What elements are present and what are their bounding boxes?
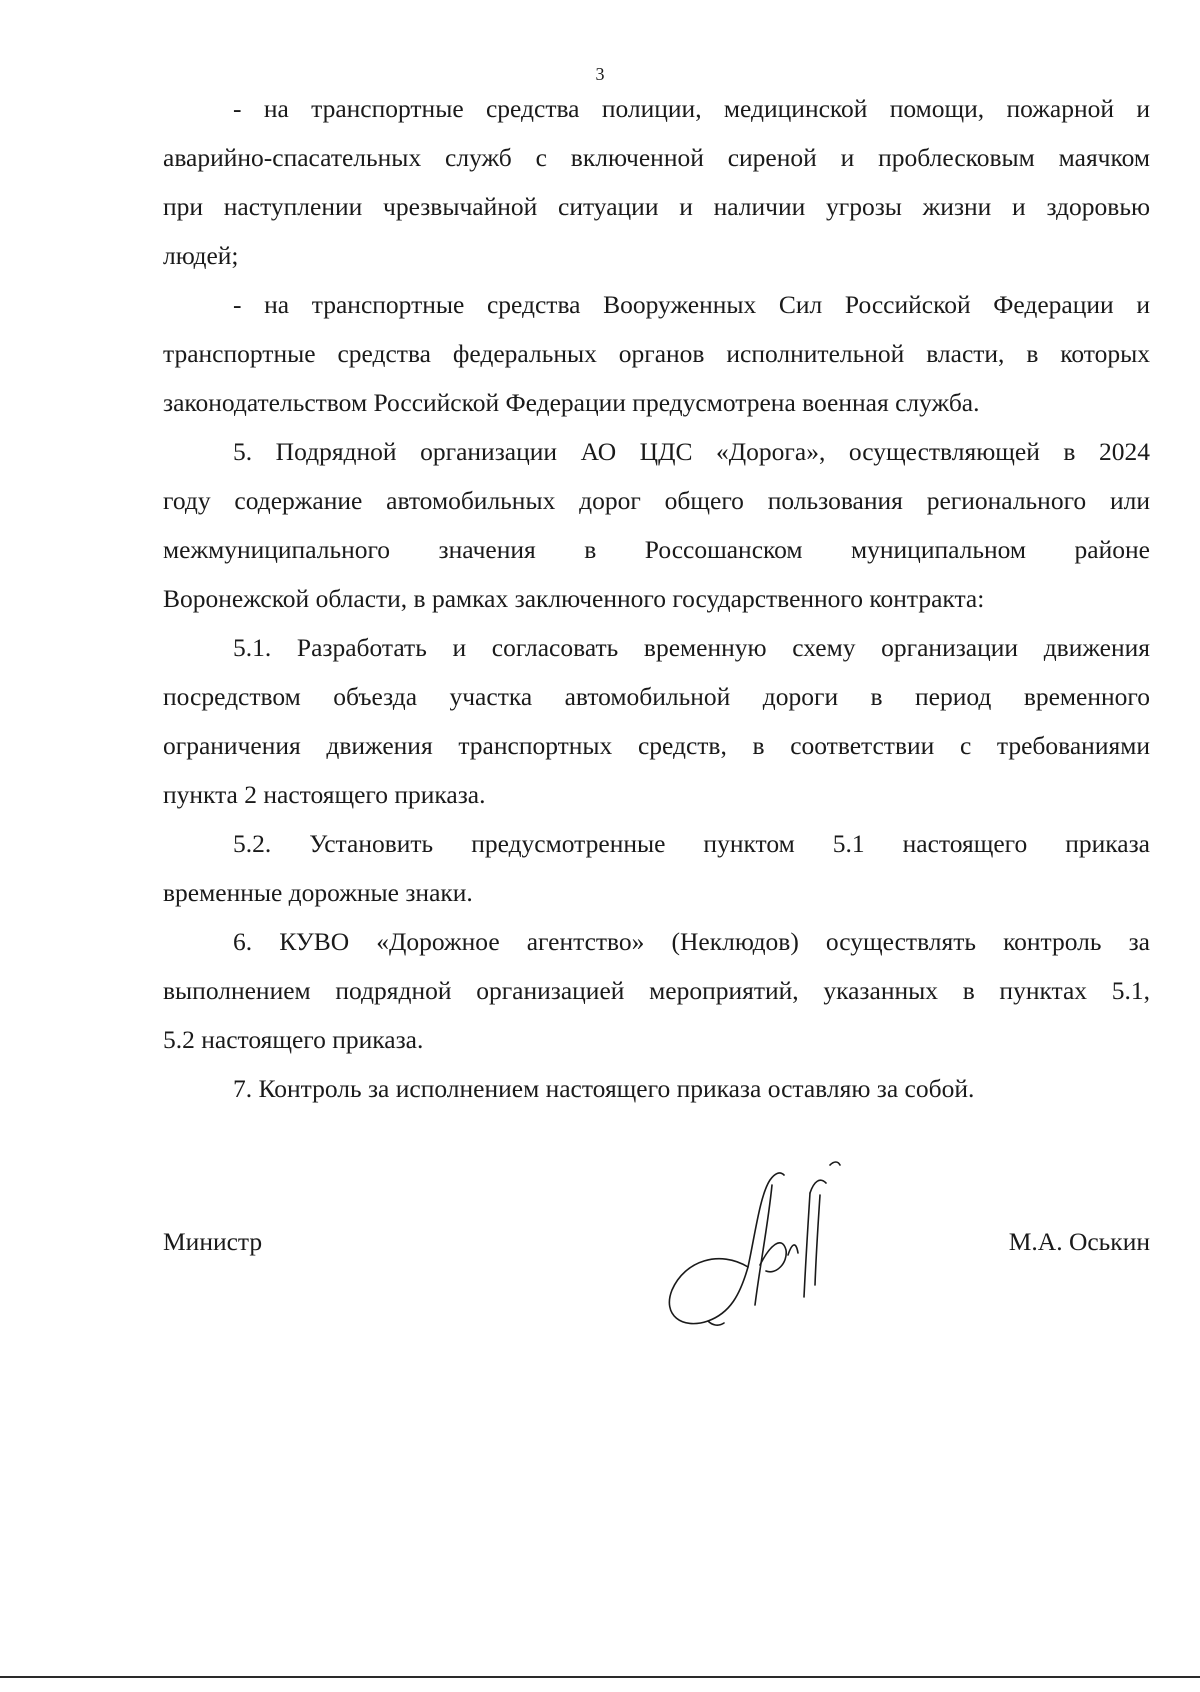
paragraph [163, 819, 1150, 917]
text-line: - на транспортные средства Вооруженных Сил Российской Федерации и [233, 290, 1150, 319]
text-line: 5. Подрядной организации АО ЦДС «Дорога», осуществляющей в 2024 [233, 437, 1150, 466]
paragraph [163, 623, 1150, 819]
text-line: межмуниципального значения в Россошанском муниципальном районе [163, 535, 1150, 564]
signature-block [163, 1222, 1150, 1262]
text-line: 7. Контроль за исполнением настоящего приказа оставляю за собой. [233, 1074, 975, 1103]
text-line: людей; [163, 241, 239, 270]
page-number: 3 [595, 64, 605, 84]
text-line: временные дорожные знаки. [163, 878, 473, 907]
text-line: году содержание автомобильных дорог общего пользования регионального или [163, 486, 1150, 515]
text-line: - на транспортные средства полиции, медицинской помощи, пожарной и [233, 94, 1150, 123]
paragraph [163, 427, 1150, 623]
text-line: законодательством Российской Федерации предусмотрена военная служба. [163, 388, 980, 417]
text-line: 5.1. Разработать и согласовать временную схему организации движения [233, 633, 1150, 662]
text-line: Воронежской области, в рамках заключенного государственного контракта: [163, 584, 985, 613]
text-line: посредством объезда участка автомобильной дороги в период временного [163, 682, 1150, 711]
text-line: транспортные средства федеральных органов исполнительной власти, в которых [163, 339, 1150, 368]
paragraph [163, 917, 1150, 1064]
text-line: выполнением подрядной организацией мероприятий, указанных в пунктах 5.1, [163, 976, 1150, 1005]
text-line: 6. КУВО «Дорожное агентство» (Неклюдов) осуществлять контроль за [233, 927, 1150, 956]
paragraph [163, 84, 1150, 280]
signer-position: Министр [163, 1227, 263, 1256]
text-line: 5.2 настоящего приказа. [163, 1025, 424, 1054]
text-line: при наступлении чрезвычайной ситуации и наличии угрозы жизни и здоровью [163, 192, 1150, 221]
signer-name: М.А. Оськин [1008, 1227, 1150, 1256]
text-line: 5.2. Установить предусмотренные пунктом 5.1 настоящего приказа [233, 829, 1150, 858]
text-line: пункта 2 настоящего приказа. [163, 780, 486, 809]
document-body [163, 84, 1150, 1113]
bottom-rule [0, 1676, 1200, 1678]
text-line: аварийно-спасательных служб с включенной сиреной и проблесковым маячком [163, 143, 1150, 172]
text-line: ограничения движения транспортных средств, в соответствии с требованиями [163, 731, 1150, 760]
paragraph [163, 280, 1150, 427]
paragraph [163, 1064, 1150, 1113]
handwritten-signature [660, 1125, 880, 1335]
